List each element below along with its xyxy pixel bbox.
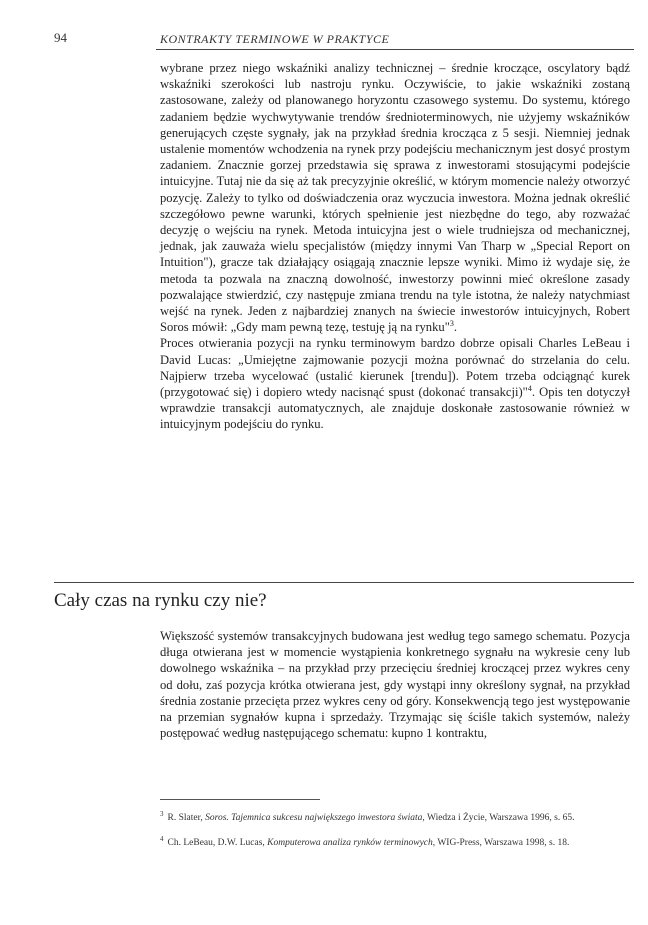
paragraph: Większość systemów transakcyjnych budowana jest według tego samego schematu. Pozycja długa otwierana jest w momencie wystąpienia konkretnego sygnału na wykresie ceny lub dowolnego wskaźnika – na przykład przy przecięciu średniej kroczącej przez wykres ceny od dołu, zaś pozycja krótka otwierana jest, gdy wystąpi inny określony sygnał, na przykład średnia zostanie przecięta przez wykres ceny od góry. Konsekwencją tego jest występowanie na przemian sygnałów kupna i sprzedaży. Trzymając się ściśle takich systemów, należy postępować według następującego schematu: kupno 1 kontraktu,	[160, 629, 630, 741]
footnote	[160, 808, 630, 825]
footnote-text: , WIG-Press, Warszawa 1998, s. 18.	[432, 837, 570, 848]
section-rule	[54, 582, 634, 583]
footnote-ref: 3	[449, 319, 454, 329]
paragraph	[160, 335, 630, 432]
footnote-title: Komputerowa analiza rynków terminowych	[267, 837, 433, 848]
paragraph-text: wybrane przez niego wskaźniki analizy technicznej – średnie kroczące, oscylatory bądź wskaźniki szerokości lub nastroju rynku. Oczywiście, to jakie wskaźniki zostaną zastosowane, zależy od planowanego horyzontu czasowego systemu. Do systemu, którego zadaniem będzie wychwytywanie trendów średnioterminowych, nie użyjemy wskaźników generujących częste sygnały, jak na przykład średnia krocząca z 5 sesji. Niemniej jednak ustalenie momentów wchodzenia na rynek przy podejściu mechanicznym jest dosyć prostym zadaniem. Znacznie gorzej przedstawia się sprawa z inwestorami stosującymi podejście intuicyjne. Tutaj nie da się aż tak precyzyjnie określić, w którym momencie należy otworzyć pozycję. Zależy to tylko od doświadczenia oraz wyczucia inwestora. Można jednak określić szczegółowo pewne warunki, których spełnienie jest niezbędne do tego, aby rozważać decyzję o wejściu na rynek. Metoda intuicyjna jest o wiele trudniejsza od mechanicznej, jednak, jak zauważa wielu specjalistów (między innymi Van Tharp w „Special Report on Intuition"), gracze tak działający osiągają znacznie lepsze wyniki. Mimo iż wydaje się, że metoda ta pozwala na znaczną dowolność, inwestorzy powinni mieć określone zasady pozwalające stwierdzić, czy następuje zmiana trendu na tyle istotna, że należy natychmiast wejść na rynek. Jeden z najbardziej znanych na świecie inwestorów intuicyjnych, Robert Soros mówił: „Gdy mam pewną tezę, testuję ją na rynku"	[160, 61, 630, 335]
body-text	[160, 60, 630, 433]
footnote-mark: 3	[160, 810, 164, 818]
footnote-text: R. Slater,	[167, 813, 206, 824]
paragraph-text: Proces otwierania pozycji na rynku terminowym bardzo dobrze opisali Charles LeBeau i David Lucas: „Umiejętne zajmowanie pozycji można porównać do strzelania do celu. Najpierw trzeba wycelować (ustalić kierunek [trendu]). Potem trzeba odciągnąć kurek (przygotować się) i dopiero wtedy nacisnąć spust (dokonać transakcji)"	[160, 336, 630, 400]
footnote-title: Soros. Tajemnica sukcesu największego inwestora świata	[205, 813, 423, 824]
paragraph	[160, 60, 630, 335]
footnote-mark: 4	[160, 834, 164, 843]
footnote-ref: 4	[527, 383, 532, 393]
footnote-text: , Wiedza i Życie, Warszawa 1996, s. 65.	[422, 813, 575, 824]
running-title: KONTRAKTY TERMINOWE W PRAKTYCE	[160, 32, 390, 46]
paragraph-text: .	[453, 320, 457, 335]
footnotes	[160, 808, 630, 857]
paragraph-text: . Opis ten dotyczył wprawdzie transakcji automatycznych, ale znajduje doskonałe zastosowanie również w intuicyjnym podejściu do rynku.	[160, 385, 630, 432]
footnote	[160, 833, 630, 850]
page-number: 94	[54, 30, 67, 45]
section-heading: Cały czas na rynku czy nie?	[54, 590, 267, 611]
footnote-text: Ch. LeBeau, D.W. Lucas,	[167, 837, 268, 848]
footnote-rule	[160, 799, 320, 800]
header-rule	[156, 49, 634, 50]
section-body-text	[160, 628, 630, 741]
